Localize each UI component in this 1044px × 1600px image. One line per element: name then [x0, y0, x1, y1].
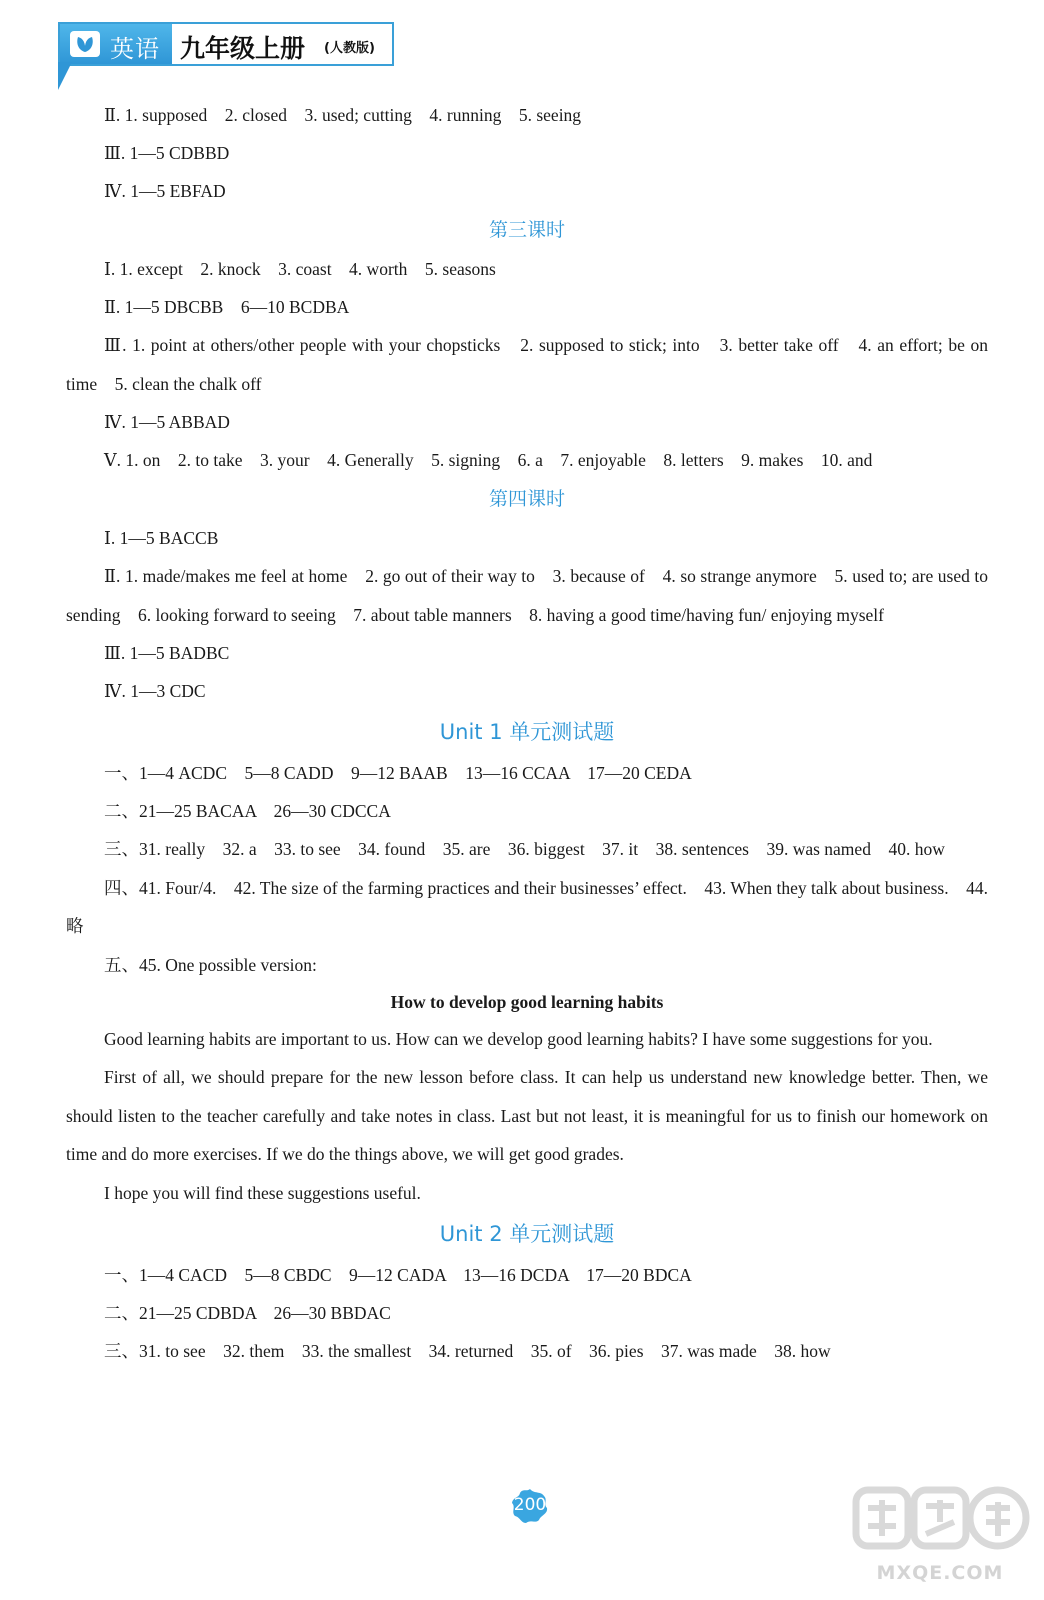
answer-line: Ⅴ. 1. on 2. to take 3. your 4. Generally 5. signing 6. a 7. enjoyable 8. letters 9. makes 10. and: [104, 450, 873, 470]
essay-paragraph: Good learning habits are important to us. How can we develop good learning habits? I have some suggestions for you.: [104, 1028, 933, 1049]
answer-line: Ⅲ. 1—5 BADBC: [104, 643, 230, 663]
answer-line: 二、21—25 BACAA 26—30 CDCCA: [104, 801, 391, 821]
answer-line: Ⅳ. 1—3 CDC: [104, 681, 206, 701]
essay-title: How to develop good learning habits: [390, 991, 664, 1012]
unit-heading: Unit 1 单元测试题: [439, 720, 615, 744]
answer-line: Ⅰ. 1—5 BACCB: [104, 528, 219, 548]
answer-line: Ⅲ. 1—5 CDBBD: [104, 143, 230, 163]
answer-line: 一、1—4 ACDC 5—8 CADD 9—12 BAAB 13—16 CCAA 17—20 CEDA: [104, 763, 692, 783]
header-box: [58, 22, 394, 66]
unit-heading: Unit 2 单元测试题: [439, 1222, 615, 1246]
answer-line: Ⅱ. 1—5 DBCBB 6—10 BCDBA: [104, 297, 350, 317]
answer-paragraph: 四、41. Four/4. 42. The size of the farming practices and their businesses’ effect. 43. When they talk about business. 44. 略: [66, 877, 988, 936]
answer-line: 三、31. to see 32. them 33. the smallest 34. returned 35. of 36. pies 37. was made 38. how: [104, 1341, 831, 1361]
leaf-icon: [70, 31, 100, 57]
answer-paragraph: Ⅲ. 1. point at others/other people with your chopsticks 2. supposed to stick; into 3. better take off 4. an effort; be on time 5. clean the chalk off: [66, 335, 988, 394]
answer-line: Ⅱ. 1. supposed 2. closed 3. used; cutting 4. running 5. seeing: [104, 105, 582, 125]
section-heading: 第三课时: [488, 219, 565, 241]
answer-paragraph: Ⅱ. 1. made/makes me feel at home 2. go out of their way to 3. because of 4. so strange anymore 5. used to; are used to sending 6. looking forward to seeing 7. about table manners 8. having a good time/having fun/ enjoying myself: [66, 566, 988, 625]
answer-line: Ⅰ. 1. except 2. knock 3. coast 4. worth 5. seasons: [104, 259, 496, 279]
page-number-text: 200: [513, 1495, 547, 1515]
subject-tab: [60, 24, 172, 64]
answer-line: Ⅳ. 1—5 ABBAD: [104, 412, 230, 432]
answer-line: Ⅳ. 1—5 EBFAD: [104, 181, 226, 201]
header-tail: [58, 62, 72, 90]
answer-logo-icon: [850, 1478, 1030, 1562]
answer-line: 五、45. One possible version:: [104, 954, 317, 975]
watermark-text: MXQE.COM: [876, 1562, 1004, 1584]
edition-label: (人教版): [324, 41, 375, 56]
essay-paragraph: First of all, we should prepare for the new lesson before class. It can help us understand new knowledge better. Then, we should listen to the teacher carefully and take notes in class. Last but not least, it is meaningful for us to finish our homework on time and do more exercises. If we do the things above, we will get good grades.: [66, 1067, 988, 1164]
grade-label: 九年级上册: [180, 34, 306, 63]
answer-line: 一、1—4 CACD 5—8 CBDC 9—12 CADA 13—16 DCDA 17—20 BDCA: [104, 1265, 692, 1285]
page-header: [58, 22, 398, 70]
section-heading: 第四课时: [488, 488, 565, 510]
answer-content: [66, 96, 988, 1370]
answer-paragraph: 三、31. really 32. a 33. to see 34. found 35. are 36. biggest 37. it 38. sentences 39. was named 40. how: [104, 839, 945, 859]
watermark-logo: [850, 1478, 1030, 1588]
answer-line: 二、21—25 CDBDA 26—30 BBDAC: [104, 1303, 391, 1323]
subject-label: 英语: [110, 35, 160, 63]
page-number: [511, 1488, 549, 1524]
essay-paragraph: I hope you will find these suggestions useful.: [104, 1182, 421, 1203]
